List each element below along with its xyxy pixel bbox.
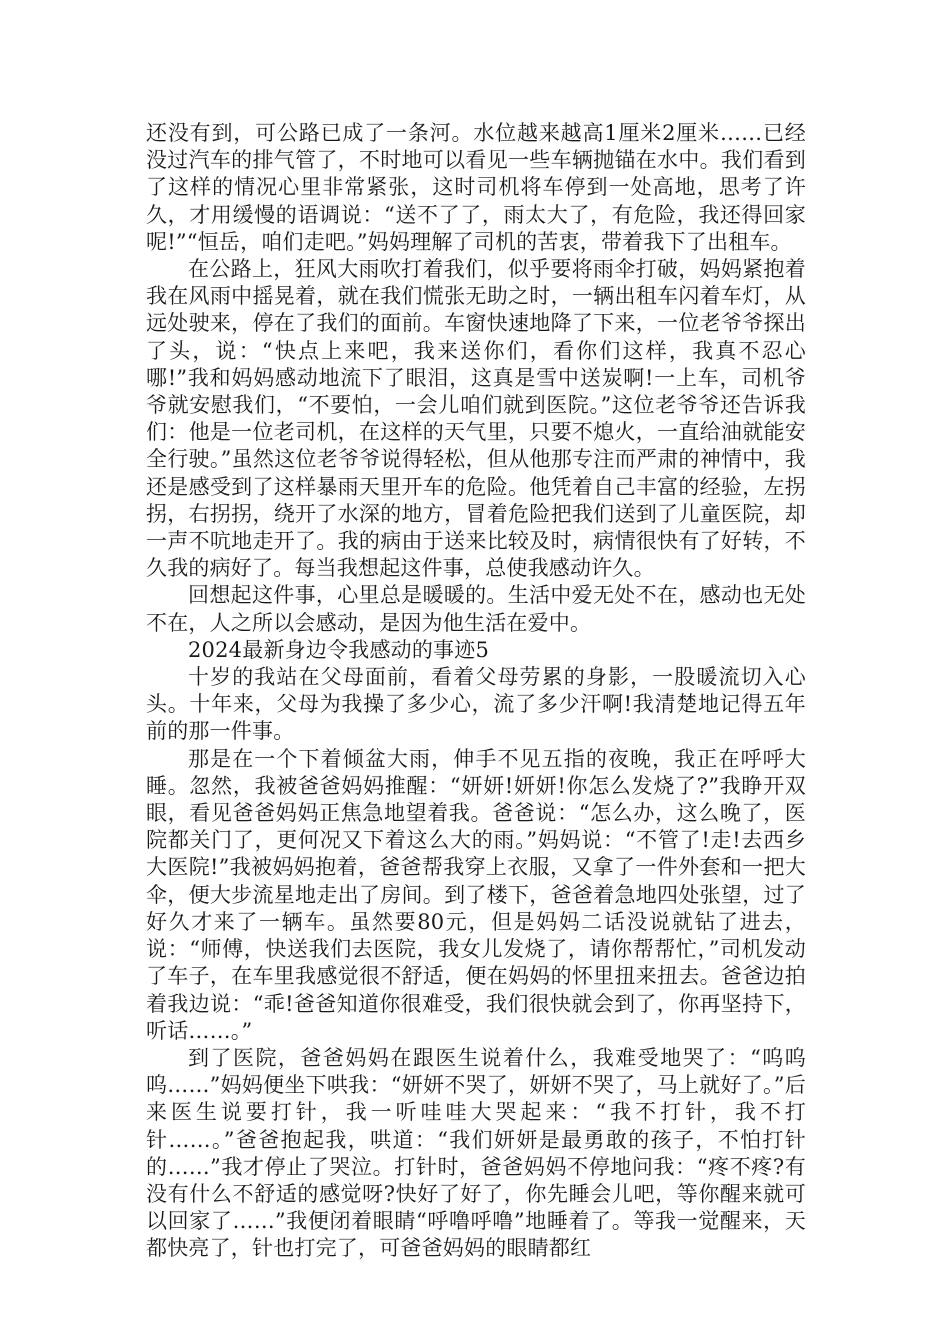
paragraph-6: 到了医院，爸爸妈妈在跟医生说着什么，我难受地哭了：“呜呜呜……”妈妈便坐下哄我：“妍妍不哭了，妍妍不哭了，马上就好了。”后来医生说要打针，我一听哇哇大哭起来：“我不打针，我不打针……。”爸爸抱起我，哄道：“我们妍妍是最勇敢的孩子，不怕打针的……”我才停止了哭泣。打针时，爸爸妈妈不停地问我：“疼不疼?有没有什么不舒适的感觉呀?快好了好了，你先睡会儿吧，等你醒来就可以回家了……”我便闭着眼睛“呼噜呼噜”地睡着了。等我一觉醒来，天都快亮了，针也打完了，可爸爸妈妈的眼睛都红 [146, 1045, 806, 1261]
document-body [146, 120, 806, 1263]
paragraph-4: 十岁的我站在父母面前，看着父母劳累的身影，一股暖流切入心头。十年来，父母为我操了多少心，流了多少汗啊!我清楚地记得五年前的那一件事。 [146, 665, 806, 744]
paragraph-5: 那是在一个下着倾盆大雨，伸手不见五指的夜晚，我正在呼呼大睡。忽然，我被爸爸妈妈推醒：“妍妍!妍妍!你怎么发烧了?”我睁开双眼，看见爸爸妈妈正焦急地望着我。爸爸说：“怎么办，这么晚了，医院都关门了，更何况又下着这么大的雨。”妈妈说：“不管了!走!去西乡大医院!”我被妈妈抱着，爸爸帮我穿上衣服，又拿了一件外套和一把大伞，便大步流星地走出了房间。到了楼下，爸爸着急地四处张望，过了好久才来了一辆车。虽然要80元，但是妈妈二话没说就钻了进去，说：“师傅，快送我们去医院，我女儿发烧了，请你帮帮忙，”司机发动了车子，在车里我感觉很不舒适，便在妈妈的怀里扭来扭去。爸爸边拍着我边说：“乖!爸爸知道你很难受，我们很快就会到了，你再坚持下，听话……。” [146, 746, 806, 1043]
paragraph-1: 还没有到，可公路已成了一条河。水位越来越高1厘米2厘米……已经没过汽车的排气管了，不时地可以看见一些车辆抛锚在水中。我们看到了这样的情况心里非常紧张，这时司机将车停到一处高地，思考了许久，才用缓慢的语调说：“送不了了，雨太大了，有危险，我还得回家呢!”“恒岳，咱们走吧。”妈妈理解了司机的苦衷，带着我下了出租车。 [146, 121, 806, 254]
paragraph-3: 回想起这件事，心里总是暖暖的。生活中爱无处不在，感动也无处不在，人之所以会感动，是因为他生活在爱中。 [146, 583, 806, 635]
section-heading: 2024最新身边令我感动的事迹5 [188, 637, 490, 662]
paragraph-2: 在公路上，狂风大雨吹打着我们，似乎要将雨伞打破，妈妈紧抱着我在风雨中摇晃着，就在我们慌张无助之时，一辆出租车闪着车灯，从远处驶来，停在了我们的面前。车窗快速地降了下来，一位老爷爷探出了头，说：“快点上来吧，我来送你们，看你们这样，我真不忍心哪!”我和妈妈感动地流下了眼泪，这真是雪中送炭啊!一上车，司机爷爷就安慰我们，“不要怕，一会儿咱们就到医院。”这位老爷爷还告诉我们：他是一位老司机，在这样的天气里，只要不熄火，一直给油就能安全行驶。”虽然这位老爷爷说得轻松，但从他那专注而严肃的神情中，我还是感受到了这样暴雨天里开车的危险。他凭着自己丰富的经验，左拐拐，右拐拐，绕开了水深的地方，冒着危险把我们送到了儿童医院，却一声不吭地走开了。我的病由于送来比较及时，病情很快有了好转，不久我的病好了。每当我想起这件事，总使我感动许久。 [146, 257, 806, 581]
